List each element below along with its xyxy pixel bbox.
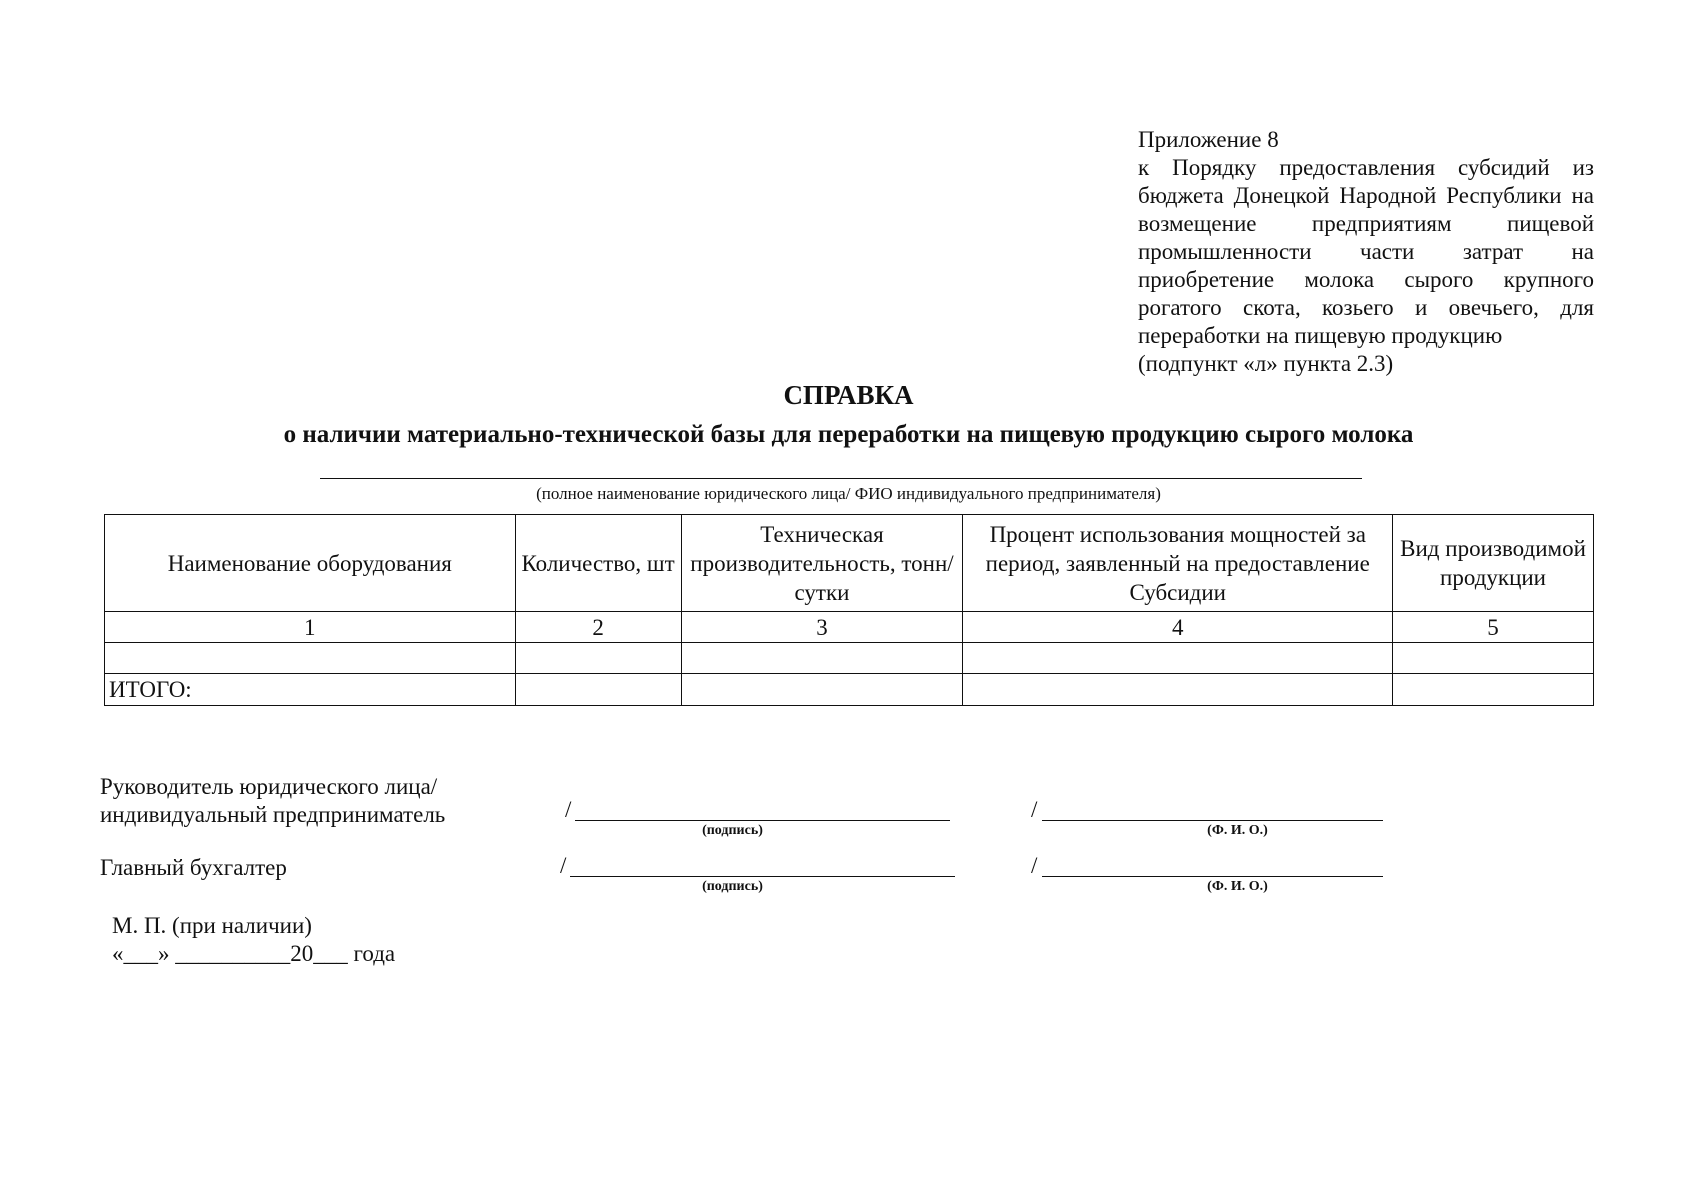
stamp-text: М. П. (при наличии) <box>112 913 312 938</box>
appendix-text: к Порядку предоставления субсидий из бюджета Донецкой Народной Республики на возмещение предприятиям пищевой промышленности части затрат на приобретение молока сырого крупного рогатого скота, козьего и овечьего, для переработки на пищевую продукцию <box>1138 155 1594 348</box>
header-cell: Вид производимой продукции <box>1393 515 1594 612</box>
table-cell[interactable] <box>681 674 963 706</box>
table-row <box>105 643 1594 674</box>
accountant-signature-field[interactable] <box>570 876 955 877</box>
head-label <box>100 773 445 829</box>
table-cell[interactable] <box>963 643 1393 674</box>
document-subtitle: о наличии материально-технической базы для переработки на пищевую продукцию сырого молока <box>283 421 1414 448</box>
accountant-name-field[interactable] <box>1042 876 1383 877</box>
total-label: ИТОГО: <box>105 674 516 706</box>
header-cell: Наименование оборудования <box>105 515 516 612</box>
appendix-number: Приложение 8 <box>1138 127 1279 152</box>
column-number: 5 <box>1393 612 1594 643</box>
head-signature-caption: (подпись) <box>702 823 763 838</box>
table-cell[interactable] <box>681 643 963 674</box>
table-header-row <box>105 515 1594 612</box>
head-name-slash: / <box>1031 797 1038 822</box>
column-number: 1 <box>105 612 516 643</box>
stamp-block <box>112 912 395 968</box>
table-cell[interactable] <box>1393 674 1594 706</box>
accountant-name-slash: / <box>1031 853 1038 878</box>
total-row <box>105 674 1594 706</box>
table-cell[interactable] <box>515 643 681 674</box>
appendix-reference: (подпункт «л» пункта 2.3) <box>1138 351 1394 376</box>
accountant-signature-slash: / <box>560 853 567 878</box>
column-number: 3 <box>681 612 963 643</box>
appendix-block <box>1138 126 1594 378</box>
column-number-row <box>105 612 1594 643</box>
head-label-line-1: Руководитель юридического лица/ <box>100 774 438 799</box>
accountant-signature-caption: (подпись) <box>702 879 763 894</box>
org-name-caption: (полное наименование юридического лица/ ФИО индивидуального предпринимателя) <box>536 484 1161 503</box>
table-cell[interactable] <box>515 674 681 706</box>
header-cell: Количество, шт <box>515 515 681 612</box>
equipment-table <box>104 514 1594 706</box>
accountant-label: Главный бухгалтер <box>100 855 287 880</box>
accountant-name-caption: (Ф. И. О.) <box>1207 879 1268 894</box>
org-name-field[interactable] <box>320 478 1362 479</box>
column-number: 4 <box>963 612 1393 643</box>
date-line[interactable]: «___» __________20___ года <box>112 941 396 966</box>
header-cell: Техническая производительность, тонн/сутки <box>681 515 963 612</box>
head-label-line-2: индивидуальный предприниматель <box>100 802 446 827</box>
header-cell: Процент использования мощностей за период, заявленный на предоставление Субсидии <box>963 515 1393 612</box>
head-name-field[interactable] <box>1042 820 1383 821</box>
head-signature-field[interactable] <box>575 820 950 821</box>
document-title: СПРАВКА <box>783 380 914 410</box>
head-signature-slash: / <box>565 797 572 822</box>
table-cell[interactable] <box>1393 643 1594 674</box>
column-number: 2 <box>515 612 681 643</box>
table-cell[interactable] <box>105 643 516 674</box>
head-name-caption: (Ф. И. О.) <box>1207 823 1268 838</box>
table-cell[interactable] <box>963 674 1393 706</box>
